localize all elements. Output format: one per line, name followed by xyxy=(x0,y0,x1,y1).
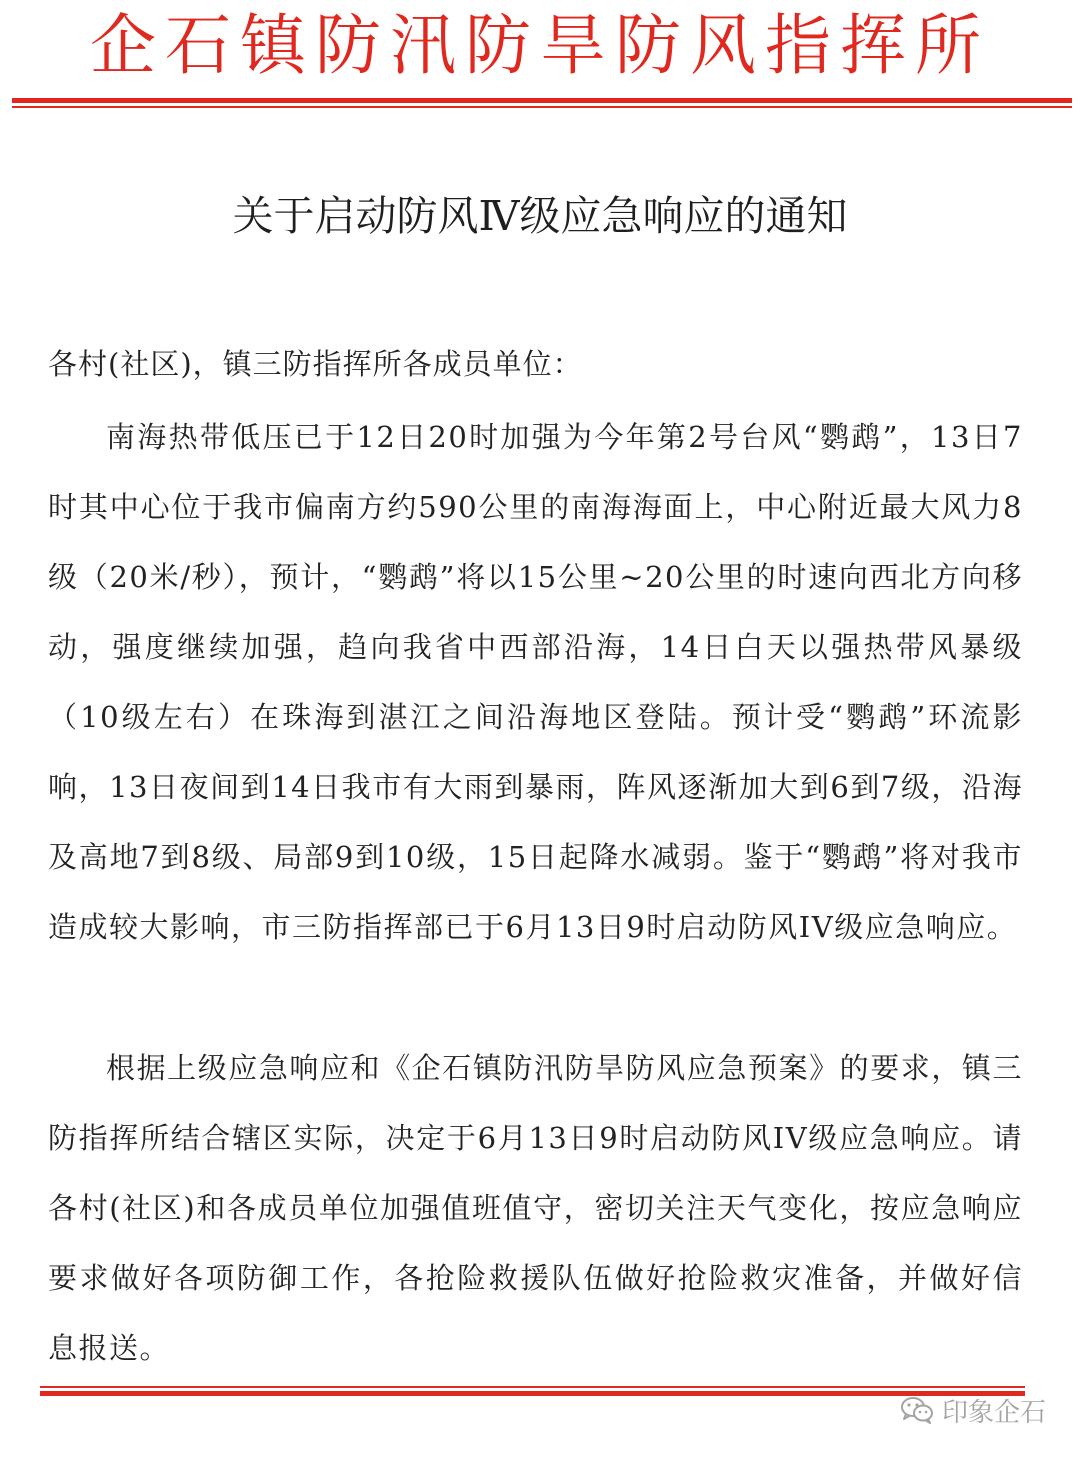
wechat-icon xyxy=(900,1396,934,1424)
letterhead-org-name: 企石镇防汛防旱防风指挥所 xyxy=(90,7,990,84)
footer-red-rule-thick xyxy=(40,1391,1025,1396)
letterhead-red-rule xyxy=(12,98,1072,108)
red-rule-thick xyxy=(12,98,1072,103)
salutation: 各村(社区)，镇三防指挥所各成员单位： xyxy=(48,347,583,381)
document-title: 关于启动防风Ⅳ级应急响应的通知 xyxy=(232,192,848,240)
red-rule-thin xyxy=(12,106,1072,108)
watermark-text: 印象企石 xyxy=(941,1397,1046,1428)
body-paragraph-1: 南海热带低压已于12日20时加强为今年第2号台风“鹦鹉”，13日7时其中心位于我市偏南方约590公里的南海海面上，中心附近最大风力8级（20米/秒），预计，“鹦鹉”将以15公里~20公里的时速向西北方向移动，强度继续加强，趋向我省中西部沿海，14日白天以强热带风暴级（10级左右）在珠海到湛江之间沿海地区登陆。预计受“鹦鹉”环流影响，13日夜间到14日我市有大雨到暴雨，阵风逐渐加大到6到7级，沿海及高地7到8级、局部9到10级，15日起降水减弱。鉴于“鹦鹉”将对我市造成较大影响，市三防指挥部已于6月13日9时启动防风IV级应急响应。 xyxy=(48,420,1023,944)
footer-red-rule-thin xyxy=(40,1386,1025,1388)
footer-red-rule xyxy=(40,1386,1025,1396)
watermark xyxy=(900,1390,1046,1430)
body-paragraph-2: 根据上级应急响应和《企石镇防汛防旱防风应急预案》的要求，镇三防指挥所结合辖区实际，决定于6月13日9时启动防风IV级应急响应。请各村(社区)和各成员单位加强值班值守，密切关注天气变化，按应急响应要求做好各项防御工作，各抢险救援队伍做好抢险救灾准备，并做好信息报送。 xyxy=(48,1051,1023,1365)
